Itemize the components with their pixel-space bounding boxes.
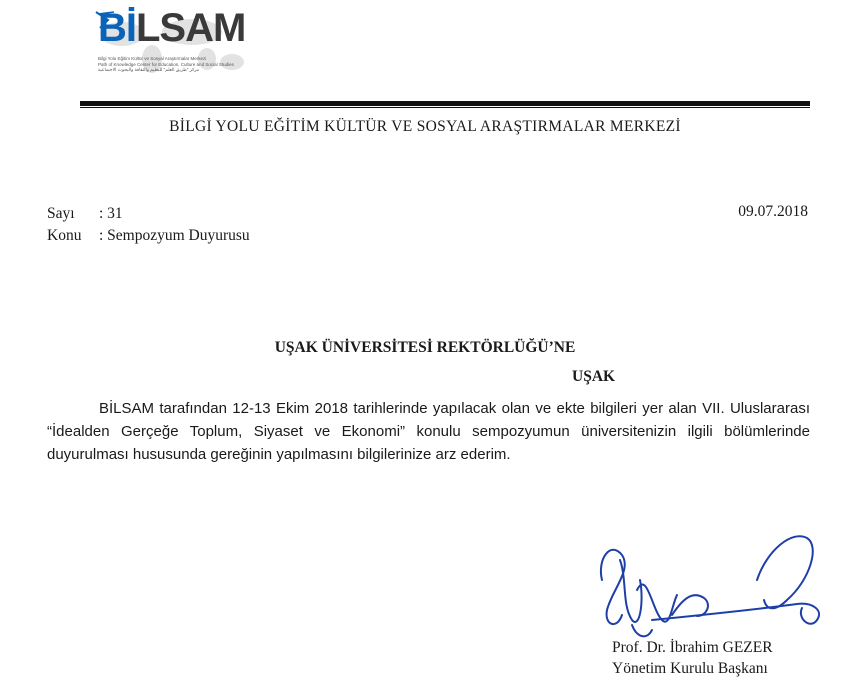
logo-wordmark-prefix: Bİ xyxy=(98,6,136,50)
logo-subtitle-en: Path of Knowledge Center for Education, Culture and Social Studies xyxy=(98,61,234,67)
bilsam-logo xyxy=(88,8,258,90)
header-rule-thin xyxy=(80,107,810,108)
logo-subtitle-ar: مركز "طريق العلم" للتعليم والثقافة والبحوث الاجتماعية xyxy=(98,67,200,73)
subject-row xyxy=(47,225,250,247)
number-label: Sayı xyxy=(47,205,75,222)
addressee-line-2: UŞAK xyxy=(572,368,616,385)
signer-block xyxy=(612,637,773,679)
handwritten-signature xyxy=(592,520,832,650)
logo-subtitle-tr: Bilgi Yolu Eğitim Kültür ve Sosyal Araştırmalar Merkezi xyxy=(98,56,207,61)
logo-wordmark-suffix: LSAM xyxy=(136,6,246,50)
organization-name: BİLGİ YOLU EĞİTİM KÜLTÜR VE SOSYAL ARAŞTIRMALAR MERKEZİ xyxy=(169,118,681,135)
letter-meta xyxy=(47,203,250,247)
signer-title: Yönetim Kurulu Başkanı xyxy=(612,660,768,677)
logo-wordmark xyxy=(98,8,245,48)
signer-name: Prof. Dr. İbrahim GEZER xyxy=(612,639,773,656)
logo-subtitle xyxy=(98,56,234,73)
addressee-line-1: UŞAK ÜNİVERSİTESİ REKTÖRLÜĞÜ’NE xyxy=(274,339,576,356)
subject-label: Konu xyxy=(47,227,82,244)
subject-value: : Sempozyum Duyurusu xyxy=(99,227,250,244)
number-value: : 31 xyxy=(99,205,123,222)
number-row xyxy=(47,203,250,225)
header-rule-thick xyxy=(80,101,810,106)
letter-body xyxy=(47,397,810,466)
letter-date: 09.07.2018 xyxy=(738,203,808,220)
body-paragraph: BİLSAM tarafından 12-13 Ekim 2018 tarihlerinde yapılacak olan ve ekte bilgileri yer alan VII. Uluslararası “İdealden Gerçeğe Toplum, Siyaset ve Ekonomi” konulu sempozyumun üniversitenizin ilgili bölümlerinde duyurulması hususunda gereğinin yapılmasını bilgilerinize arz ederim. xyxy=(47,400,810,463)
